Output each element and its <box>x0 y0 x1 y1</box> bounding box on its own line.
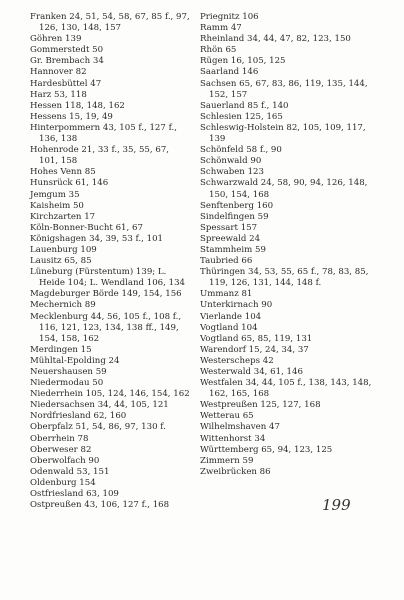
index-entry: Spreewald 24 <box>200 233 261 244</box>
index-entry: Priegnitz 106 <box>200 12 259 22</box>
index-entry: Saarland 146 <box>200 67 259 78</box>
index-entry: Neuershausen 59 <box>30 367 107 377</box>
index-entry: Odenwald 53, 151 <box>30 466 110 477</box>
index-entry: Harz 53, 118 <box>30 89 87 100</box>
index-entry: Jemgum 35 <box>30 189 80 200</box>
index-entry: Zimmern 59 <box>200 455 254 466</box>
index-entry: Wittenhorst 34 <box>200 433 266 444</box>
index-entry: Sauerland 85 f., 140 <box>200 100 289 111</box>
index-entry: Königshagen 34, 39, 53 f., 101 <box>30 233 164 244</box>
index-entry: Schwaben 123 <box>200 167 264 178</box>
index-entry: Hunsrück 61, 146 <box>30 178 109 189</box>
index-entry: Ramm 47 <box>200 23 242 34</box>
index-entry: Hessen 118, 148, 162 <box>30 100 125 111</box>
index-entry: Vogtland 104 <box>200 322 258 333</box>
index-entry: Hinterpommern 43, 105 f., 127 f., 136, 138 <box>30 122 177 145</box>
index-entry: Niedermodau 50 <box>30 378 104 389</box>
index-entry: Mechernich 89 <box>30 300 96 311</box>
index-entry: Hannover 82 <box>30 67 87 78</box>
index-entry: Niederrhein 105, 124, 146, 154, 162 <box>30 389 190 400</box>
index-entry: Unterkirnach 90 <box>200 300 273 311</box>
index-entry: Schleswig-Holstein 82, 105, 109, 117, 139 <box>200 122 366 145</box>
index-entry: Hessens 15, 19, 49 <box>30 111 113 122</box>
index-entry: Wilhelmshaven 47 <box>200 422 280 433</box>
page-number: 199 <box>322 496 351 514</box>
index-entry: Oberrhein 78 <box>30 433 89 444</box>
index-entry: Rügen 16, 105, 125 <box>200 56 286 67</box>
index-entry: Württemberg 65, 94, 123, 125 <box>200 444 333 455</box>
index-entry: Nordfriesland 62, 160 <box>30 411 127 422</box>
index-entry: Kirchzarten 17 <box>30 211 96 222</box>
index-entry: Göhren 139 <box>30 34 82 45</box>
index-entry: Lausitz 65, 85 <box>30 256 92 267</box>
index-entry: Oberwolfach 90 <box>30 455 100 466</box>
index-entry: Mühltal-Epolding 24 <box>30 355 120 366</box>
index-entry: Lauenburg 109 <box>30 244 97 255</box>
index-entry: Schönwald 90 <box>200 156 262 167</box>
index-entry: Westerscheps 42 <box>200 355 274 366</box>
index-entry: Merdingen 15 <box>30 344 92 355</box>
index-entry: Gr. Brembach 34 <box>30 56 104 67</box>
index-entry: Rheinland 34, 44, 47, 82, 123, 150 <box>200 34 351 45</box>
index-entry: Franken 24, 51, 54, 58, 67, 85 f., 97, 126, 130, 148, 157 <box>30 12 190 34</box>
index-entry: Magdeburger Börde 149, 154, 156 <box>30 289 182 300</box>
index-entry: Köln-Bonner-Bucht 61, 67 <box>30 222 143 233</box>
index-entry: Hohenrode 21, 33 f., 35, 55, 67, 101, 158 <box>30 145 170 167</box>
index-entry: Vierlande 104 <box>200 311 262 322</box>
index-entry: Westfalen 34, 44, 105 f., 138, 143, 148, 162, 165, 168 <box>200 378 372 400</box>
index-entry: Lüneburg (Fürstentum) 139; L. Heide 104; L. Wendland 106, 134 <box>30 267 186 289</box>
index-right-column <box>200 12 378 478</box>
index-entry: Schlesien 125, 165 <box>200 111 283 122</box>
index-entry: Schwarzwald 24, 58, 90, 94, 126, 148, 150, 154, 168 <box>200 178 368 200</box>
index-entry: Hohes Venn 85 <box>30 167 96 178</box>
index-entry: Senftenberg 160 <box>200 200 274 211</box>
index-entry: Schönfeld 58 f., 90 <box>200 145 282 156</box>
index-entry: Hardesbüttel 47 <box>30 78 102 89</box>
index-entry: Westpreußen 125, 127, 168 <box>200 400 321 411</box>
index-entry: Zweibrücken 86 <box>200 466 271 477</box>
index-entry: Gommerstedt 50 <box>30 45 104 56</box>
index-entry: Oberweser 82 <box>30 444 92 455</box>
index-entry: Mecklenburg 44, 56, 105 f., 108 f., 116, 121, 123, 134, 138 ff., 149, 154, 158, 162 <box>30 311 182 344</box>
index-entry: Kaisheim 50 <box>30 200 84 211</box>
index-entry: Ostpreußen 43, 106, 127 f., 168 <box>30 500 170 511</box>
index-entry: Taubried 66 <box>200 256 253 267</box>
index-entry: Rhön 65 <box>200 45 237 56</box>
index-entry: Warendorf 15, 24, 34, 37 <box>200 344 309 355</box>
index-entry: Oldenburg 154 <box>30 477 96 488</box>
index-left-column <box>30 12 190 511</box>
index-entry: Wetterau 65 <box>200 411 254 422</box>
index-entry: Ostfriesland 63, 109 <box>30 489 119 500</box>
index-entry: Sachsen 65, 67, 83, 86, 119, 135, 144, 152, 157 <box>200 78 368 100</box>
index-entry: Spessart 157 <box>200 222 258 233</box>
index-entry: Oberpfalz 51, 54, 86, 97, 130 f. <box>30 422 166 433</box>
index-entry: Westerwald 34, 61, 146 <box>200 367 303 377</box>
index-entry: Sindelfingen 59 <box>200 211 269 222</box>
index-entry: Thüringen 34, 53, 55, 65 f., 78, 83, 85, 119, 126, 131, 144, 148 f. <box>200 267 369 289</box>
index-entry: Vogtland 65, 85, 119, 131 <box>200 333 313 344</box>
index-entry: Ummanz 81 <box>200 289 253 300</box>
index-entry: Stammheim 59 <box>200 244 266 255</box>
index-entry: Niedersachsen 34, 44, 105, 121 <box>30 400 169 411</box>
